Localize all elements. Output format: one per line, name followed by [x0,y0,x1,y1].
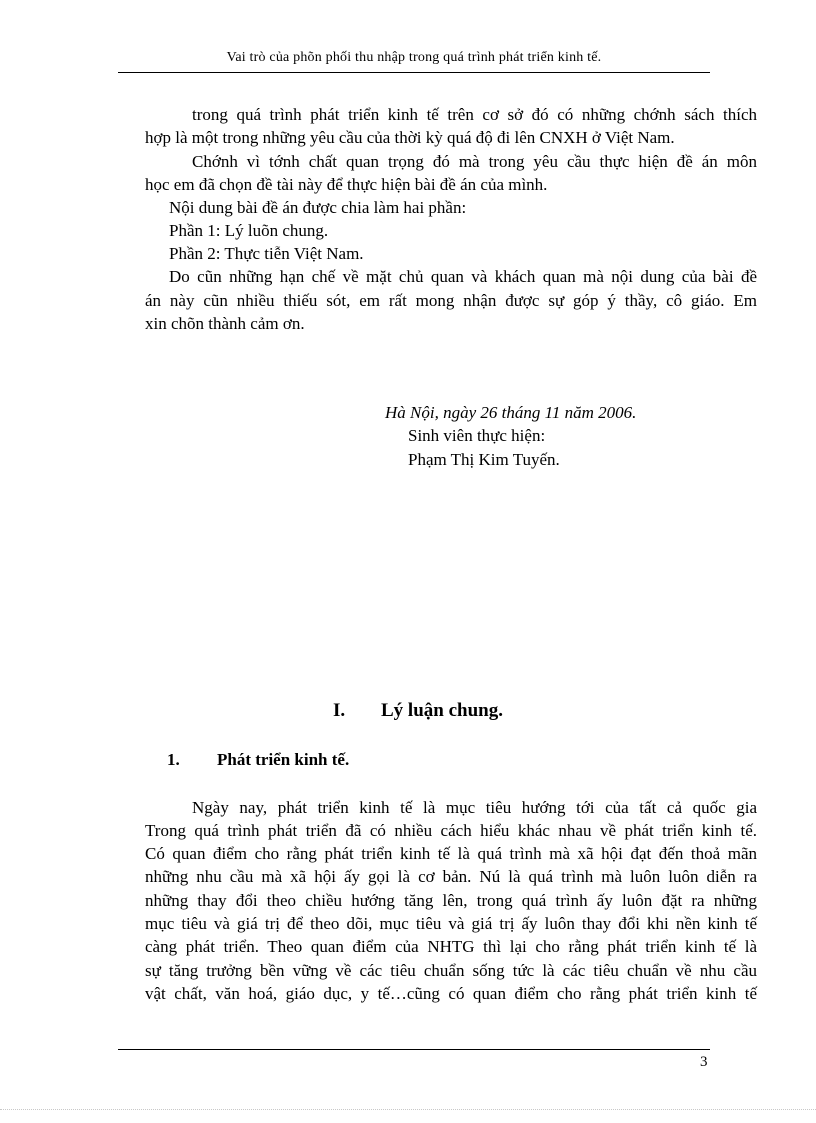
subsection-title: Phát triển kinh tế. [217,750,350,769]
section-number: I. [333,700,346,721]
intro-line: Phần 1: Lý luõn chung. [169,221,329,240]
signature-name: Phạm Thị Kim Tuyến. [408,450,560,469]
footer-divider [118,1049,710,1050]
body-line: vật chất, văn hoá, giáo dục, y tế…cũng có quan điểm cho rằng phát triển kinh tế [145,984,757,1003]
intro-line: Nội dung bài đề án được chia làm hai phần: [169,198,467,217]
page-number: 3 [700,1054,708,1070]
subsection-number: 1. [167,750,180,769]
intro-line: trong quá trình phát triển kinh tế trên cơ sở đó có những chớnh sách thích [192,105,757,124]
header-divider [118,72,710,73]
intro-line: Do cũn những hạn chế về mặt chủ quan và khách quan mà nội dung của bài đề [169,267,757,286]
body-line: những thay đổi theo chiều hướng tăng lên, trong quá trình ấy luôn đặt ra những [145,891,757,910]
intro-line: Chớnh vì tớnh chất quan trọng đó mà trong yêu cầu thực hiện đề án môn [192,152,757,171]
section-title: Lý luận chung. [381,700,503,721]
body-line: Có quan điểm cho rằng phát triển kinh tế là quá trình mà xã hội đạt đến thoả mãn [145,844,757,863]
signature-place-date: Hà Nội, ngày 26 tháng 11 năm 2006. [385,403,637,422]
subsection-heading [167,750,349,770]
section-heading [333,700,503,722]
intro-line: hợp là một trong những yêu cầu của thời kỳ quá độ đi lên CNXH ở Việt Nam. [145,128,675,147]
body-line: càng phát triển. Theo quan điểm của NHTG thì lại cho rằng phát triển kinh tế là [145,937,757,956]
intro-line: án này cũn nhiều thiếu sót, em rất mong nhận được sự góp ý thầy, cô giáo. Em [145,291,757,310]
body-line: sự tăng trưởng bền vững về các tiêu chuẩn sống tức là các tiêu chuẩn về nhu cầu [145,961,757,980]
signature-role: Sinh viên thực hiện: [408,426,546,445]
intro-line: xin chõn thành cảm ơn. [145,314,305,333]
intro-line: học em đã chọn đề tài này để thực hiện bài đề án của mình. [145,175,548,194]
page-header-title: Vai trò của phõn phối thu nhập trong quá trình phát triển kinh tế. [226,50,602,65]
intro-line: Phần 2: Thực tiễn Việt Nam. [169,244,364,263]
body-line: Trong quá trình phát triển đã có nhiều cách hiểu khác nhau về phát triển kinh tế. [145,821,757,840]
body-line: Ngày nay, phát triển kinh tế là mục tiêu hướng tới của tất cả quốc gia [192,798,757,817]
page-boundary [0,1109,816,1110]
body-line: những nhu cầu mà xã hội ấy gọi là cơ bản. Nú là quá trình mà luôn luôn diễn ra [145,867,757,886]
body-line: mục tiêu và giá trị để theo dõi, mục tiêu và giá trị ấy luôn thay đổi khi nền kinh tế [145,914,757,933]
